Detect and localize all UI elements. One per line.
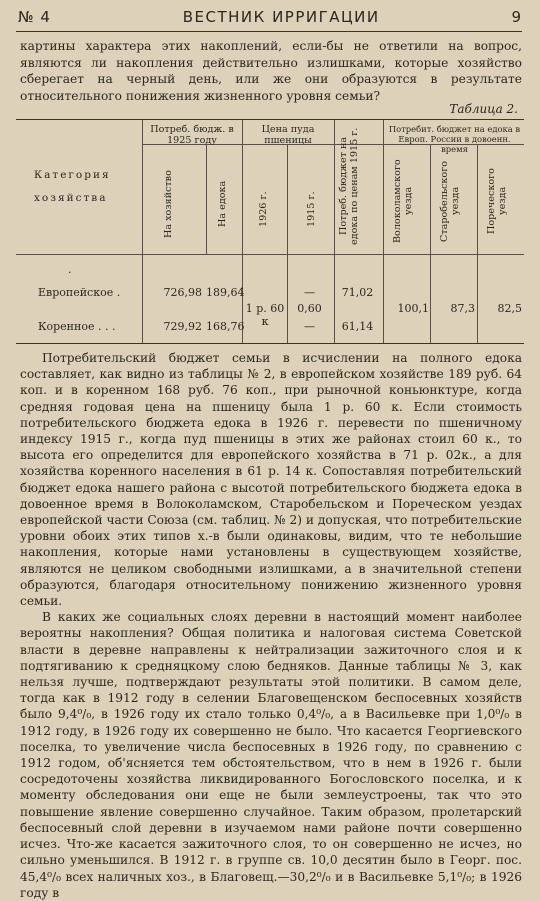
journal-title: ВЕСТНИК ИРРИГАЦИИ [182, 8, 380, 26]
header-bottom-rule [16, 254, 524, 255]
table-2 [16, 119, 524, 344]
row-value: 729,92 [163, 320, 202, 333]
row-label: Коренное . . . [38, 320, 116, 333]
row-value: — [304, 320, 315, 333]
col-rule [334, 120, 335, 343]
col-starobelsk: Старобельского уезда [439, 160, 461, 242]
merged-starobelsk: 87,3 [450, 302, 475, 315]
dot-mark: · [68, 266, 72, 279]
page-number: 9 [511, 8, 522, 26]
paragraph: В каких же социальных слоях деревни в настоящий момент наиболее вероятны накопления? Общая политика и налоговая система Советской власти в деревне направлены к нейтрализации зажиточного слоя и к подтягиванию к средняцкому слою бедняков. Данные таблицы № 3, как нельзя лучше, подтверждают результаты этой политики. В самом деле, тогда как в 1912 году в селении Благовещенском беспосевных хозяйств было 9,4⁰/₀, в 1926 году их стало только 0,4⁰/₀, а в Васильевке при 1,0⁰/₀ в 1912 году, в 1926 году их совершенно не было. Что касается Георгиевского поселка, то увеличение числа беспосевных в 1926 году, по сравнению с 1912 годом, об'ясняется тем обстоятельством, что в нем в 1926 г. были сосредоточены хозяйства ликвидированного Богословского поселка, и к моменту обследования они еще не были землеустроены, так что это повышение явление совершенно случайное. Таким образом, пролетарский беспосевный слой деревни в изучаемом нами районе почти совершенно исчез. Что-же касается зажиточного слоя, то он совершенно не исчез, но сильно уменьшился. В 1912 г. в группе св. 10,0 десятин было в Георг. пос. 45,4⁰/₀ всех наличных хоз., в Благовещ.—30,2⁰/₀ и в Васильевке 5,1⁰/₀; в 1926 году в [20, 610, 522, 900]
row-value: — [304, 286, 315, 299]
running-header [18, 6, 522, 28]
col-per-eater: На едока [217, 180, 228, 228]
row-value: 726,98 [163, 286, 202, 299]
col-rule [242, 120, 243, 343]
col-rule [206, 144, 207, 255]
category-header: Категория хозяйства [34, 169, 111, 204]
merged-price-1926: 1 р. 60 к [245, 302, 285, 328]
col-budget-1915: Потреб. бюджет на едока по ценам 1915 г. [338, 127, 360, 245]
wheat-price-header: Цена пуда пшеницы [261, 124, 315, 146]
col-price-1915: 1915 г. [306, 191, 317, 227]
budget-1925-header: Потреб. бюдж. в 1925 году [150, 124, 234, 146]
issue-number: № 4 [18, 8, 51, 26]
col-volokolamsk: Волоколамского уезда [392, 159, 414, 243]
header-rule [16, 31, 522, 32]
intro-paragraph: картины характера этих накоплений, если-бы не ответили на вопрос, являются ли накопления действительно излишками, которые хозяйство сберегает на черный день, или же они образуются в результате относительного понижения жизненного уровня семьи? [20, 39, 522, 103]
row-value: 168,76 [206, 320, 245, 333]
merged-price-1915: 0,60 [297, 302, 322, 315]
row-value: 61,14 [341, 320, 374, 333]
prewar-header: Потребит. бюджет на едока в Европ. России в довоенн. время [388, 124, 521, 154]
paragraph: Потребительский бюджет семьи в исчислении на полного едока составляет, как видно из таблицы № 2, в европейском хозяйстве 189 руб. 64 коп. и в коренном 168 руб. 76 коп., при рыночной коньюнктуре, когда средняя годовая цена на пшеницу была 1 р. 60 к. Если стоимость потребительского бюджета едока в 1926 г. перевести по пшеничному индексу 1915 г., когда пуд пшеницы в этих же районах стоил 60 к., то высота его определится для европейского хозяйства в 71 р. 02к., а для хозяйства коренного населения в 61 р. 14 к. Сопоставляя потребительский бюджет едока нашего района с высотой потребительского бюджета едока в довоенное время в Волоколамском, Старобельском и Пореческом уездах европейской части Союза (см. таблиц. № 2) и допуская, что потребительские уровни обоих этих типов х.-в были одинаковы, видим, что те небольшие накопления, которые нами установлены в существующем хозяйстве, являются не целиком свободными излишками, а в значительной степени образуются, благодаря относительному понижению жизненного уровня семьи. [20, 351, 522, 609]
col-rule [142, 120, 143, 343]
row-value: 71,02 [341, 286, 374, 299]
row-label: Европейское . [38, 286, 121, 299]
col-price-1926: 1926 г. [258, 191, 269, 227]
merged-porech: 82,5 [497, 302, 522, 315]
body-text [20, 350, 522, 901]
row-value: 189,64 [206, 286, 245, 299]
col-per-farm: На хозяйство [163, 170, 174, 238]
merged-volokolamsk: 100,1 [397, 302, 429, 315]
table-caption: Таблица 2. [449, 102, 518, 116]
col-porech: Пореческого уезда [486, 168, 508, 234]
